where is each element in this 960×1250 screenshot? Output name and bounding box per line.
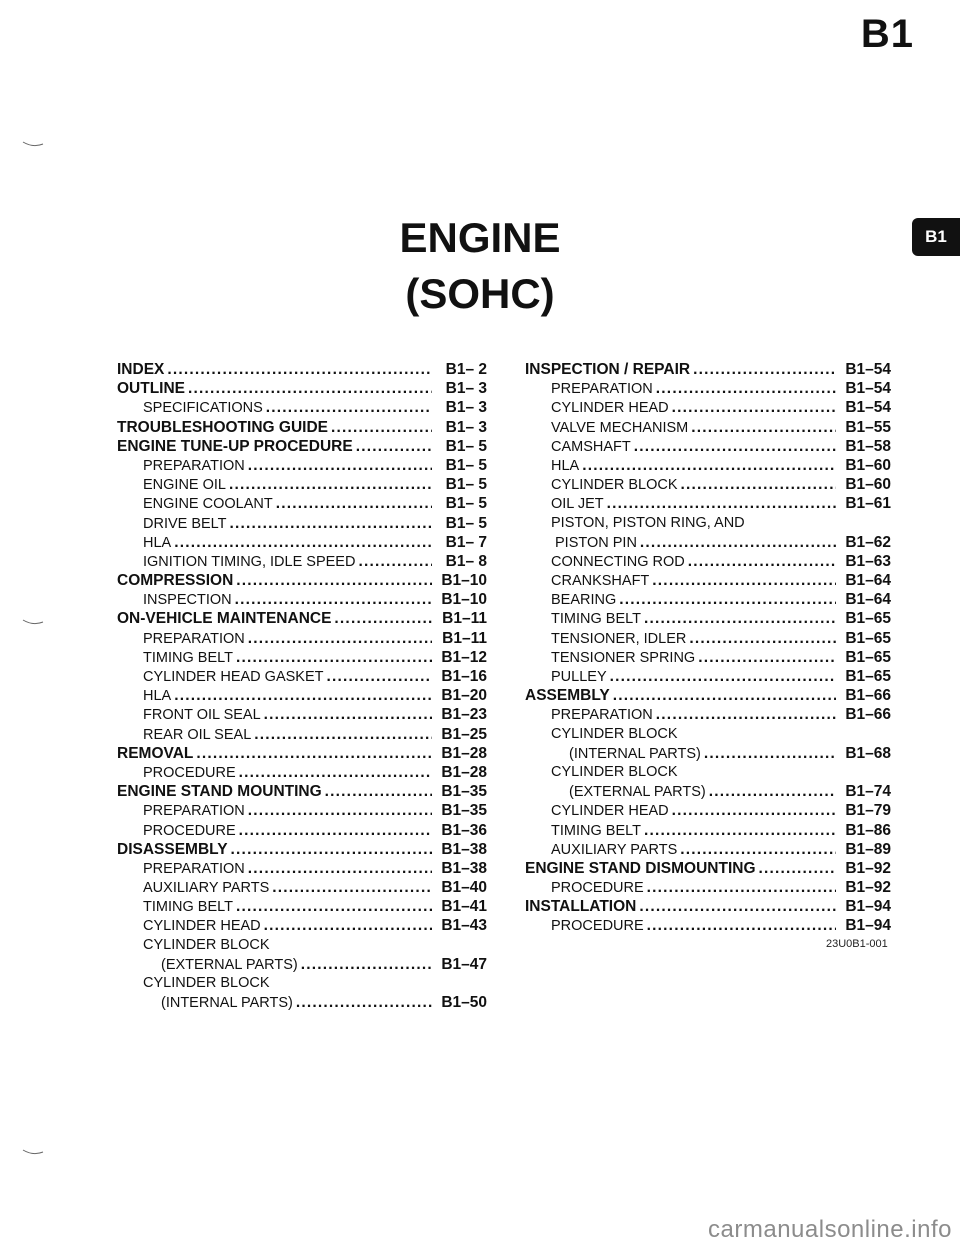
toc-entry[interactable] [525,667,891,686]
toc-entry[interactable] [117,705,487,724]
toc-entry-label: DRIVE BELT [143,515,227,532]
toc-entry-page: B1–66 [845,687,891,705]
dot-leader [647,878,836,897]
toc-entry[interactable] [117,936,487,955]
toc-entry-label: PREPARATION [551,707,653,724]
toc-entry-page: B1–62 [845,533,891,551]
dot-leader [704,744,836,763]
toc-entry-label: ENGINE STAND DISMOUNTING [525,859,756,877]
toc-entry-label: REMOVAL [117,744,194,762]
toc-entry[interactable] [525,763,891,782]
toc-entry-label: TIMING BELT [551,611,641,628]
dot-leader [301,955,432,974]
toc-entry[interactable] [525,744,891,763]
margin-mark [22,1148,44,1156]
toc-entry[interactable] [117,552,487,571]
toc-entry[interactable] [117,897,487,916]
toc-entry[interactable] [117,398,487,417]
toc-entry-page: B1–65 [845,629,891,647]
toc-entry-label: IGNITION TIMING, IDLE SPEED [143,553,356,570]
toc-entry-label: TENSIONER SPRING [551,649,696,666]
toc-entry[interactable] [117,878,487,897]
toc-entry-page: B1–54 [845,361,891,378]
toc-entry[interactable] [117,667,487,686]
toc-entry-page: B1–94 [845,917,891,935]
toc-entry[interactable] [525,801,891,820]
dot-leader [693,360,836,379]
toc-entry[interactable] [117,782,487,801]
dot-leader [264,705,432,724]
dot-leader [230,514,432,533]
toc-entry-page: B1– 3 [445,399,487,417]
watermark-text: carmanualsonline.info [708,1216,952,1243]
dot-leader [644,609,836,628]
toc-entry-label: TIMING BELT [551,822,641,839]
title-line-engine: ENGINE [399,214,561,261]
toc-entry[interactable] [525,590,891,609]
dot-leader [239,821,432,840]
toc-entry-page: B1–10 [441,591,487,609]
toc-entry-label: CYLINDER HEAD [551,803,669,820]
dot-leader [688,552,836,571]
toc-entry-label: ENGINE STAND MOUNTING [117,783,322,801]
toc-entry-label: CYLINDER HEAD [143,918,261,935]
dot-leader [276,494,432,513]
dot-leader [680,840,836,859]
dot-leader [231,840,432,859]
toc-entry-label: (INTERNAL PARTS) [161,995,293,1012]
toc-entry[interactable] [525,897,891,916]
dot-leader [254,725,432,744]
toc-entry[interactable] [117,725,487,744]
toc-entry[interactable] [117,916,487,935]
toc-entry-label: (EXTERNAL PARTS) [161,956,298,973]
toc-entry-label: PREPARATION [143,803,245,820]
toc-entry-label: HLA [143,534,172,551]
toc-entry-page: B1–61 [845,495,891,513]
toc-entry-page: B1– 8 [445,552,487,570]
dot-leader [656,379,836,398]
toc-entry-label: INDEX [117,361,165,378]
dot-leader [296,993,432,1012]
toc-entry-page: B1–20 [441,687,487,705]
toc-entry[interactable] [525,916,891,935]
toc-entry-page: B1–79 [845,802,891,820]
margin-mark [22,140,44,148]
toc-entry-label: INSPECTION [143,592,232,609]
toc-entry-page: B1–64 [845,572,891,590]
toc-entry-label: ASSEMBLY [525,687,610,705]
toc-entry-label: ENGINE COOLANT [143,496,273,513]
toc-entry-label: (EXTERNAL PARTS) [569,784,706,801]
toc-entry-label: CYLINDER BLOCK [143,936,270,953]
toc-entry[interactable] [525,494,891,513]
toc-entry-page: B1–64 [845,591,891,609]
dot-leader [196,744,432,763]
toc-entry-page: B1–86 [845,821,891,839]
toc-entry-label: TIMING BELT [143,899,233,916]
toc-entry-label: COMPRESSION [117,572,234,590]
toc-entry[interactable] [117,456,487,475]
toc-entry-page: B1–11 [442,629,487,647]
toc-entry[interactable] [525,705,891,724]
toc-entry-page: B1–92 [845,879,891,897]
toc-entry[interactable] [525,379,891,398]
dot-leader [613,686,836,705]
toc-entry[interactable] [117,571,487,590]
dot-leader [174,686,432,705]
toc-entry[interactable] [525,725,891,744]
toc-entry[interactable] [117,533,487,552]
toc-entry-label: PREPARATION [551,381,653,398]
toc-entry-label: ENGINE OIL [143,477,226,494]
toc-entry-label: FRONT OIL SEAL [143,707,261,724]
toc-entry-label: TROUBLESHOOTING GUIDE [117,418,328,436]
toc-entry-label: PROCEDURE [551,918,644,935]
dot-leader [174,533,432,552]
toc-entry[interactable] [525,782,891,801]
toc-entry-page: B1–38 [441,840,487,858]
toc-entry[interactable] [525,514,891,533]
toc-entry-page: B1–54 [845,380,891,398]
toc-entry-label: CYLINDER HEAD GASKET [143,669,324,685]
toc-entry[interactable] [525,437,891,456]
toc-entry-page: B1–68 [845,744,891,762]
toc-entry[interactable] [525,533,891,552]
toc-entry-page: B1–60 [845,456,891,474]
toc-entry-page: B1–92 [845,859,891,877]
toc-entry-label: AUXILIARY PARTS [551,841,678,858]
toc-entry[interactable] [117,955,487,974]
toc-entry-label: CYLINDER HEAD [551,400,669,417]
toc-entry[interactable] [525,475,891,494]
toc-entry-label: HLA [551,457,580,474]
toc-entry-label: PISTON PIN [555,534,637,551]
dot-leader [331,418,432,437]
dot-leader [607,494,836,513]
dot-leader [272,878,432,897]
toc-entry-page: B1–35 [441,802,487,820]
toc-entry-label: AUXILIARY PARTS [143,880,270,897]
toc-entry[interactable] [117,974,487,993]
toc-entry-page: B1–54 [845,399,891,417]
dot-leader [759,859,837,878]
toc-entry[interactable] [117,763,487,782]
toc-entry-label: OUTLINE [117,380,186,398]
dot-leader [640,533,836,552]
toc-entry-label: REAR OIL SEAL [143,726,252,743]
toc-entry[interactable] [117,686,487,705]
toc-entry[interactable] [525,648,891,667]
toc-entry[interactable] [117,418,487,437]
dot-leader [639,897,836,916]
dot-leader [709,782,836,801]
toc-entry-label: ON-VEHICLE MAINTENANCE [117,610,332,628]
toc-entry-label: CRANKSHAFT [551,573,650,590]
toc-entry-page: B1–28 [441,744,487,762]
dot-leader [236,571,432,590]
dot-leader [266,398,432,417]
toc-entry[interactable] [117,859,487,878]
dot-leader [619,590,836,609]
toc-entry[interactable] [525,609,891,628]
dot-leader [229,475,432,494]
toc-entry-page: B1–38 [441,859,487,877]
toc-entry-page: B1–41 [441,898,487,916]
dot-leader [634,437,836,456]
dot-leader [188,379,432,398]
toc-entry[interactable] [525,571,891,590]
toc-entry-page: B1–66 [845,706,891,724]
toc-entry-label: CYLINDER BLOCK [143,975,270,991]
toc-entry-page: B1–43 [441,917,487,935]
toc-entry[interactable] [117,744,487,763]
toc-entry-label: ENGINE TUNE-UP PROCEDURE [117,437,353,455]
toc-entry-page: B1–11 [442,610,487,628]
dot-leader [582,456,836,475]
toc-entry-label: SPECIFICATIONS [143,400,263,417]
toc-entry[interactable] [117,437,487,456]
toc-entry[interactable] [117,379,487,398]
toc-entry-page: B1–36 [441,821,487,839]
dot-leader [610,667,836,686]
toc-entry-label: PISTON, PISTON RING, AND [551,514,745,531]
toc-entry-page: B1–50 [441,994,487,1012]
dot-leader [691,418,836,437]
toc-entry-label: CYLINDER BLOCK [551,725,678,742]
dot-leader [167,360,432,379]
dot-leader [672,398,836,417]
margin-mark [22,618,44,626]
toc-entry-page: B1– 7 [445,533,487,551]
dot-leader [235,590,432,609]
dot-leader [644,821,836,840]
dot-leader [264,916,432,935]
dot-leader [325,782,432,801]
toc-entry-page: B1–12 [441,648,487,666]
toc-entry-page: B1–55 [845,418,891,436]
toc-entry-page: B1–74 [845,783,891,801]
toc-entry[interactable] [525,418,891,437]
dot-leader [652,571,836,590]
toc-entry[interactable] [525,398,891,417]
dot-leader [236,897,432,916]
toc-entry-page: B1–47 [441,955,487,973]
toc-entry-label: CYLINDER BLOCK [551,477,678,494]
toc-entry[interactable] [117,609,487,628]
toc-entry-label: BEARING [551,592,617,609]
dot-leader [681,475,836,494]
toc-entry-page: B1–40 [441,879,487,897]
toc-entry-page: B1– 3 [445,418,487,436]
section-code: B1 [860,12,914,56]
toc-entry-page: B1– 5 [445,476,487,494]
toc-entry[interactable] [525,859,891,878]
toc-right-column [525,360,891,936]
toc-entry[interactable] [525,840,891,859]
toc-entry-label: PROCEDURE [143,822,236,839]
toc-entry-page: B1–58 [845,437,891,455]
toc-entry-page: B1–35 [441,783,487,801]
toc-entry[interactable] [117,475,487,494]
toc-entry-page: B1– 5 [445,437,487,455]
toc-entry-page: B1–23 [441,706,487,724]
toc-entry-page: B1–16 [441,668,487,685]
toc-entry[interactable] [525,552,891,571]
toc-entry-label: CYLINDER BLOCK [551,763,678,780]
toc-entry-label: CAMSHAFT [551,438,631,455]
dot-leader [327,667,433,686]
toc-entry-label: PREPARATION [143,860,245,877]
dot-leader [356,437,432,456]
toc-entry-page: B1– 3 [445,380,487,398]
toc-entry-label: DISASSEMBLY [117,840,228,858]
toc-entry[interactable] [525,456,891,475]
page-title [0,210,960,322]
dot-leader [239,763,432,782]
toc-entry-label: INSPECTION / REPAIR [525,361,691,378]
dot-leader [334,609,432,628]
toc-entry-label: TENSIONER, IDLER [551,630,687,647]
toc-entry-label: VALVE MECHANISM [551,419,689,436]
toc-entry-page: B1– 5 [445,456,487,474]
dot-leader [248,629,432,648]
dot-leader [358,552,432,571]
toc-entry[interactable] [525,686,891,705]
toc-entry-label: PULLEY [551,669,607,685]
toc-entry-label: TIMING BELT [143,649,233,666]
title-line-sohc: (SOHC) [405,270,555,317]
toc-entry-page: B1–65 [845,648,891,666]
toc-entry-label: INSTALLATION [525,898,637,916]
toc-entry-label: (INTERNAL PARTS) [569,745,701,762]
dot-leader [672,801,836,820]
toc-entry-page: B1– 5 [445,495,487,513]
toc-entry-label: PROCEDURE [143,764,236,781]
toc-entry[interactable] [117,590,487,609]
section-tab[interactable]: B1 [912,218,960,256]
toc-entry-page: B1–10 [441,572,487,590]
figure-code: 23U0B1-001 [826,938,888,950]
dot-leader [689,629,836,648]
dot-leader [647,916,836,935]
toc-entry[interactable] [117,629,487,648]
toc-entry[interactable] [117,514,487,533]
toc-entry-page: B1– 5 [445,514,487,532]
toc-entry-page: B1–25 [441,725,487,743]
toc-entry-page: B1–89 [845,840,891,858]
toc-entry[interactable] [117,494,487,513]
toc-entry-label: OIL JET [551,496,604,513]
toc-left-column [117,360,487,1012]
toc-entry-label: CONNECTING ROD [551,553,685,570]
toc-entry[interactable] [525,878,891,897]
toc-entry-page: B1–65 [845,610,891,628]
toc-entry[interactable] [117,801,487,820]
toc-entry-label: PREPARATION [143,630,245,647]
toc-entry[interactable] [525,360,891,379]
toc-entry-page: B1–60 [845,476,891,494]
toc-entry[interactable] [525,821,891,840]
toc-entry-page: B1–65 [845,668,891,685]
toc-entry[interactable] [117,360,487,379]
toc-entry-label: PREPARATION [143,457,245,474]
dot-leader [248,456,432,475]
dot-leader [248,859,432,878]
toc-entry-page: B1–94 [845,898,891,916]
toc-entry[interactable] [117,840,487,859]
toc-entry[interactable] [117,993,487,1012]
dot-leader [236,648,432,667]
toc-entry[interactable] [117,821,487,840]
toc-entry-page: B1–63 [845,552,891,570]
toc-entry[interactable] [525,629,891,648]
dot-leader [248,801,432,820]
toc-entry-label: PROCEDURE [551,880,644,897]
dot-leader [656,705,836,724]
toc-entry[interactable] [117,648,487,667]
toc-entry-page: B1– 2 [445,361,487,378]
toc-entry-label: HLA [143,688,172,705]
toc-entry-page: B1–28 [441,763,487,781]
dot-leader [698,648,836,667]
